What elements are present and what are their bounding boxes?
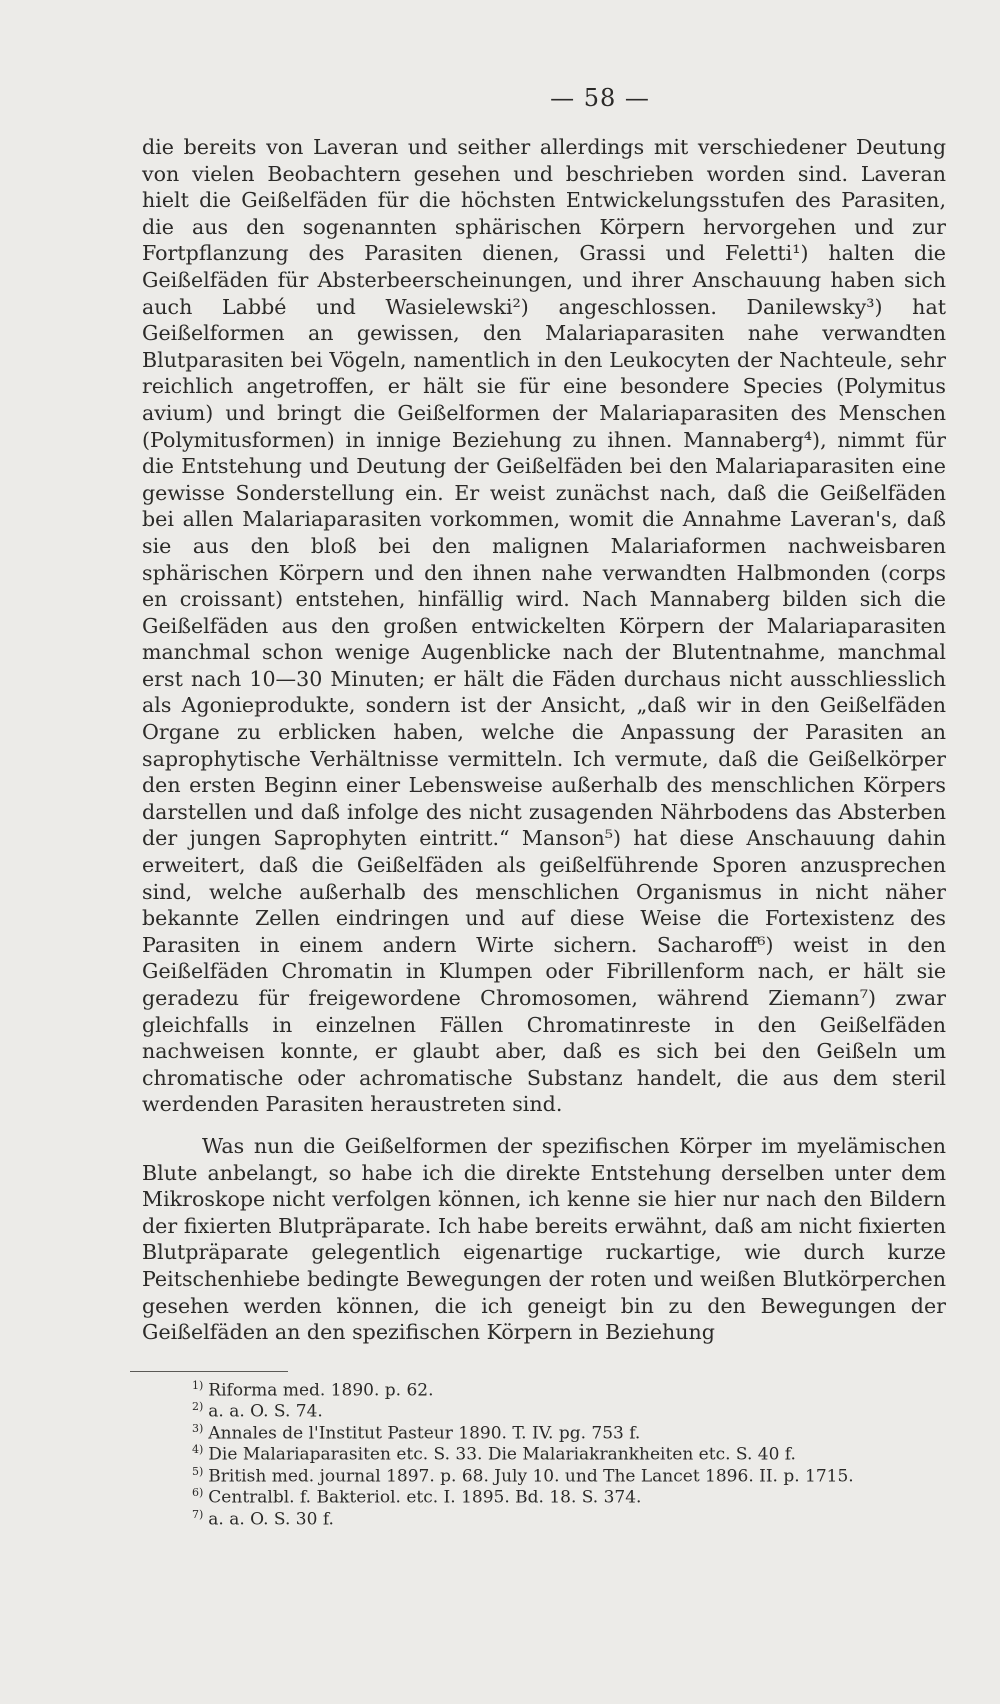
footnote-item	[192, 1442, 952, 1466]
footnote-item	[192, 1485, 952, 1506]
footnote-list	[192, 1378, 952, 1528]
footnote-marker: 6)	[192, 1486, 204, 1500]
footnote-marker: 1)	[192, 1379, 204, 1392]
footnote-marker: 3)	[192, 1421, 204, 1435]
footnote-item	[192, 1399, 952, 1423]
footnote-item	[192, 1464, 952, 1485]
footnote-item	[192, 1378, 952, 1399]
footnote-marker: 4)	[192, 1443, 204, 1457]
footnote-text: Centralbl. f. Bakteriol. etc. I. 1895. Bd. 18. S. 374.	[208, 1487, 642, 1508]
footnote-marker: 7)	[192, 1507, 204, 1521]
footnote-text: Die Malariaparasiten etc. S. 33. Die Malariakrankheiten etc. S. 40 f.	[208, 1445, 796, 1466]
footnote-item	[192, 1421, 952, 1442]
body-paragraph-2: Was nun die Geißelformen der spezifischen Körper im myelämischen Blute anbelangt, so habe ich die direkte Entstehung derselben unter dem Mikroskope nicht verfolgen können, ich kenne sie hier nur nach den Bildern der fixierten Blutpräparate. Ich habe bereits erwähnt, daß am nicht fixierten Blutpräparate gelegentlich eigenartige ruckartige, wie durch kurze Peitschenhiebe bedingte Bewegungen der roten und weißen Blutkörperchen gesehen werden können, die ich geneigt bin zu den Bewegungen der Geißelfäden an den spezifischen Körpern in Beziehung	[142, 1134, 946, 1345]
footnote-text: British med. journal 1897. p. 68. July 10. und The Lancet 1896. II. p. 1715.	[208, 1466, 854, 1487]
footnote-separator	[130, 1371, 288, 1372]
body-paragraph-1: die bereits von Laveran und seither allerdings mit verschiedener Deutung von vielen Beobachtern gesehen und beschrieben worden sind. Laveran hielt die Geißelfäden für die höchsten Entwickelungsstufen des Parasiten, die aus den sogenannten sphärischen Körpern hervorgehen und zur Fortpflanzung des Parasiten dienen, Grassi und Feletti¹) halten die Geißelfäden für Absterbeerscheinungen, und ihrer Anschauung haben sich auch Labbé und Wasielewski²) angeschlossen. Danilewsky³) hat Geißelformen an gewissen, den Malariaparasiten nahe verwandten Blutparasiten bei Vögeln, namentlich in den Leukocyten der Nachteule, sehr reichlich angetroffen, er hält sie für eine besondere Species (Polymitus avium) und bringt die Geißelformen der Malariaparasiten des Menschen (Polymitusformen) in innige Beziehung zu ihnen. Mannaberg⁴), nimmt für die Entstehung und Deutung der Geißelfäden bei den Malariaparasiten eine gewisse Sonderstellung ein. Er weist zunächst nach, daß die Geißelfäden bei allen Malariaparasiten vorkommen, womit die Annahme Laveran's, daß sie aus den bloß bei den malignen Malariaformen nachweisbaren sphärischen Körpern und den ihnen nahe verwandten Halbmonden (corps en croissant) entstehen, hinfällig wird. Nach Mannaberg bilden sich die Geißelfäden aus den großen entwickelten Körpern der Malariaparasiten manchmal schon wenige Augenblicke nach der Blutentnahme, manchmal erst nach 10—30 Minuten; er hält die Fäden durchaus nicht ausschliesslich als Agonieprodukte, sondern ist der Ansicht, „daß wir in den Geißelfäden Organe zu erblicken haben, welche die Anpassung der Parasiten an saprophytische Verhältnisse vermitteln. Ich vermute, daß die Geißelkörper den ersten Beginn einer Lebensweise außerhalb des menschlichen Körpers darstellen und daß infolge des nicht zusagenden Nährbodens das Absterben der jungen Saprophyten eintritt.“ Manson⁵) hat diese Anschauung dahin erweitert, daß die Geißelfäden als geißelführende Sporen anzusprechen sind, welche außerhalb des menschlichen Organismus in nicht näher bekannte Zellen eindringen und auf diese Weise die Fortexistenz des Parasiten in einem andern Wirte sichern. Sacharoff⁶) weist in den Geißelfäden Chromatin in Klumpen oder Fibrillenform nach, er hält sie geradezu für freigewordene Chromosomen, während Ziemann⁷) zwar gleichfalls in einzelnen Fällen Chromatinreste in den Geißelfäden nachweisen konnte, er glaubt aber, daß es sich bei den Geißeln um chromatische oder achromatische Substanz handelt, die aus dem steril werdenden Parasiten heraustreten sind.	[142, 135, 946, 1117]
footnote-text: a. a. O. S. 74.	[208, 1402, 323, 1423]
footnote-text: Annales de l'Institut Pasteur 1890. T. IV. pg. 753 f.	[208, 1423, 641, 1444]
footnote-text: Riforma med. 1890. p. 62.	[208, 1380, 434, 1401]
footnote-marker: 5)	[192, 1464, 204, 1478]
footnote-text: a. a. O. S. 30 f.	[208, 1509, 334, 1530]
footnote-item	[192, 1507, 952, 1528]
page-number: — 58 —	[550, 84, 650, 112]
footnote-marker: 2)	[192, 1400, 204, 1414]
